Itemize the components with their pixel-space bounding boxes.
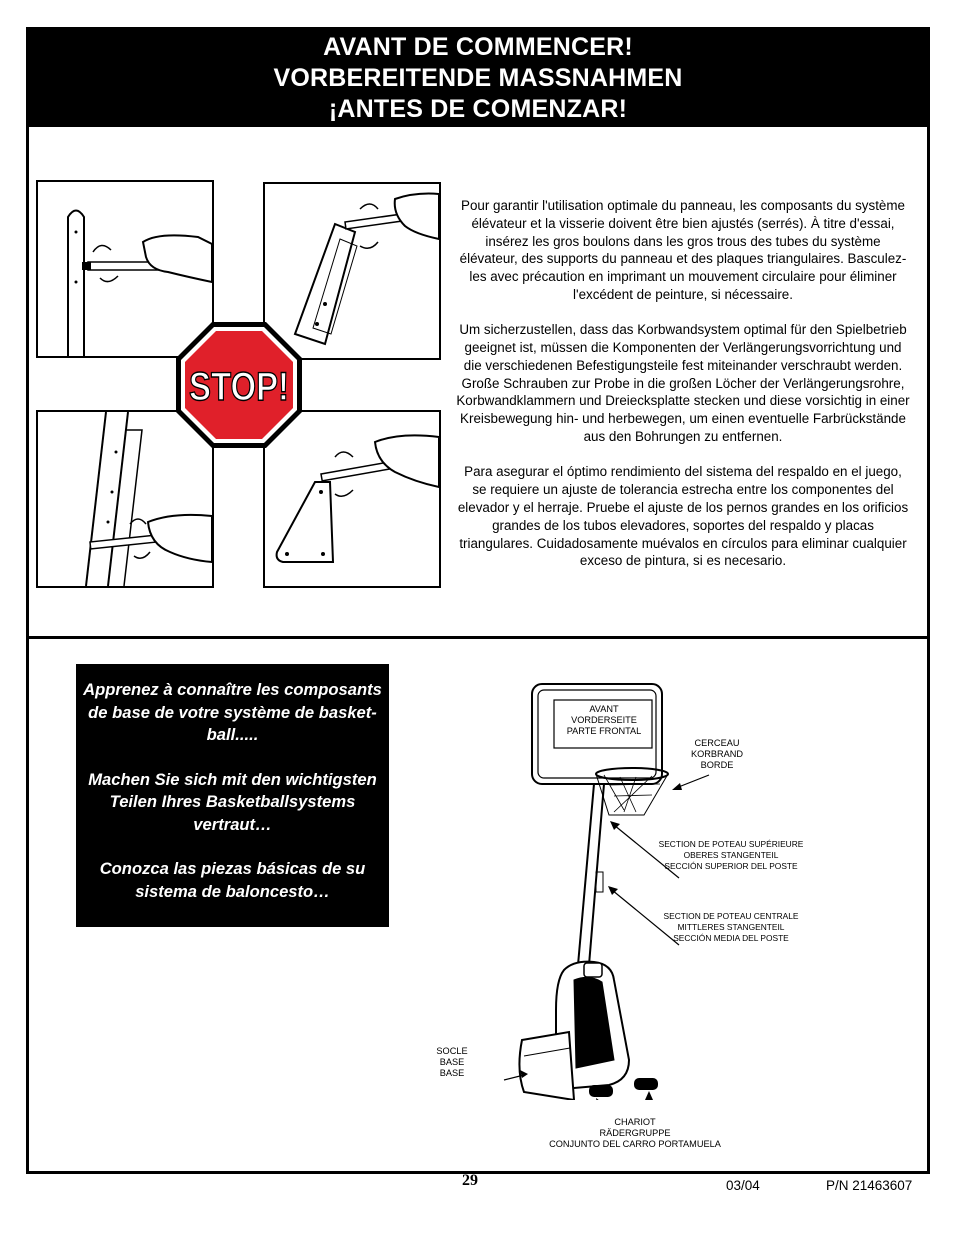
page-number: 29 [462,1172,478,1189]
instruction-german: Um sicherzustellen, dass das Korbwandsystem optimal für den Spielbetrieb geeignet ist, müssen die Komponenten der Verlängerungsvorrichtung und die verschiedenen Befestigungsteile fest miteinander verschraubt werden. Große Schrauben zur Probe in die großen Löcher der Verlängerungsrohre, Korbwandklammern und Dreiecksplatte stecken und diese vorsichtig in einer Kreisbewegung hin- und herbewegen, um einen eventuelle Farbrückstände aus den Bohrungen zu entfernen. [456,322,910,445]
page-frame [26,27,930,1174]
label-wheels: CHARIOT RÄDERGRUPPE CONJUNTO DEL CARRO PORTAMUELA [549,1117,721,1149]
section-divider [29,636,927,639]
intro-german: Machen Sie sich mit den wichtigsten Teilen Ihres Basketballsystems vertraut… [88,769,377,834]
header-title-spanish: ¡ANTES DE COMENZAR! [328,95,628,123]
stop-sign-text: STOP! [189,365,289,409]
label-upper-pole: SECTION DE POTEAU SUPÉRIEURE OBERES STANGENTEIL SECCIÓN SUPERIOR DEL POSTE [658,839,804,871]
intro-spanish: Conozca las piezas básicas de su sistema de baloncesto… [99,859,366,901]
label-front: AVANT VORDERSEITE PARTE FRONTAL [566,704,642,736]
label-base: SOCLE BASE BASE [436,1046,468,1078]
instruction-text [456,197,910,588]
instruction-french: Pour garantir l'utilisation optimale du panneau, les composants du système élévateur et la visserie doivent être bien ajustés (serrés). À titre d'essai, insérez les gros boulons dans les gros trous des tubes du système élévateur, des supports du panneau et des plaques triangulaires. Basculez-les avec précaution en imprimant un mouvement circulaire pour éliminer l'excédent de peinture, si nécessaire. [459,198,907,302]
intro-french: Apprenez à connaître les composants de base de votre système de basket-ball..... [83,680,382,744]
label-middle-pole: SECTION DE POTEAU CENTRALE MITTLERES STANGENTEIL SECCIÓN MEDIA DEL POSTE [663,911,799,943]
intro-box [76,664,389,927]
stop-sign-icon [174,320,304,450]
header-title-french: AVANT DE COMMENCER! [323,33,633,61]
page-header [29,30,927,127]
label-rim: CERCEAU KORBRAND BORDE [690,738,744,770]
header-title-german: VORBEREITENDE MASSNAHMEN [273,64,683,92]
instruction-spanish: Para asegurar el óptimo rendimiento del sistema del respaldo en el juego, se requiere un ajuste de tolerancia estrecha entre los componentes del elevador y el herraje. Pruebe el ajuste de los pernos grandes en los orificios grandes de los tubos elevadores, soportes del respaldo y placas triangulares. Cuidadosamente muévalos en círculos para eliminar cualquier exceso de pintura, si es necesario. [457,464,909,569]
part-number: P/N 21463607 [826,1178,913,1193]
footer-date: 03/04 [726,1178,760,1193]
